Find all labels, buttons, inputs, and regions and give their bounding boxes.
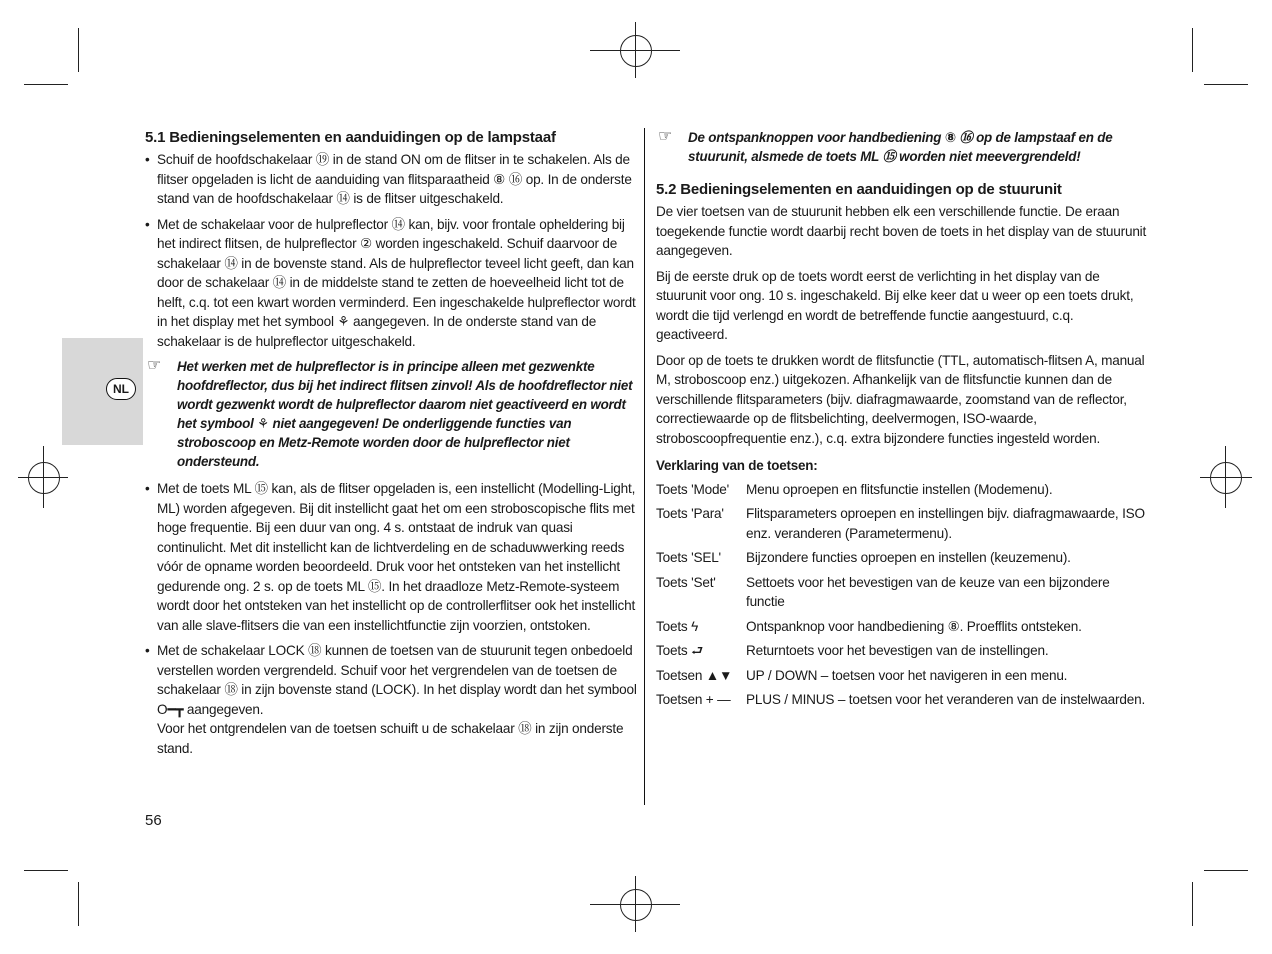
section-heading: 5.1 Bedieningselementen en aanduidingen op de lampstaaf [145, 129, 556, 146]
warning-note [656, 128, 1148, 166]
crop-mark [1204, 84, 1248, 85]
bullet-item [145, 150, 637, 209]
key-row [656, 641, 1148, 661]
bullet-text: Met de toets ML ⑮ kan, als de flitser opgeladen is, een instellicht (Modelling-Light, ML) worden afgegeven. Bij dit instellicht gaat het om een stroboscopische flits met hoge frequentie. Bij een duur van ong. 4 s. ontstaat de indruk van quasi continulicht. Met dit instellicht kan de lichtverdeling en de schaduwwerking reeds vóór de opname worden beoordeeld. Druk voor het ontsteken van het instellicht gedurende ong. 2 s. op de toets ML ⑮. In het draadloze Metz-Remote-systeem wordt door het ontsteken van het instellicht op de controllerflitser ook het instellicht van alle slave-flitsers die van een instellichtfunctie zijn voorzien, ontstoken. [157, 481, 636, 633]
registration-line [43, 446, 44, 508]
note-text: De ontspanknoppen voor handbediening ⑧ ⑯ op de lampstaaf en de stuurunit, alsmede de toets ML ⑮ worden niet meevergrendeld! [688, 130, 1113, 164]
key-row [656, 548, 1148, 568]
bullet-dot: • [145, 216, 150, 232]
registration-mark-icon [620, 35, 652, 67]
paragraph: De vier toetsen van de stuurunit hebben elk een verschillende functie. De eraan toegekende functie wordt daarbij recht boven de toets in het display van de stuurunit aangegeven. [656, 204, 1147, 258]
paragraph: Bij de eerste druk op de toets wordt eerst de verlichting in het display van de stuurunit voor ong. 10 s. ingeschakeld. Bij elke keer dat u weer op een toets drukt, wordt die tijd verlengd en wordt de betreffende functie aangestuurd, c.q. geactiveerd. [656, 268, 1134, 342]
key-row [656, 480, 1148, 500]
language-badge: NL [106, 378, 136, 400]
right-column [656, 128, 1148, 715]
crop-mark [24, 870, 68, 871]
column-divider [644, 128, 645, 805]
bullet-dot: • [145, 643, 150, 658]
key-label: Toetsen ▲▼ [656, 667, 733, 683]
key-description: PLUS / MINUS – toetsen voor het veranderen van de instelwaarden. [746, 692, 1146, 707]
key-description: Settoets voor het bevestigen van de keuze van een bijzondere functie [746, 574, 1110, 609]
key-row [656, 666, 1148, 686]
registration-line [635, 22, 636, 78]
section-heading: 5.2 Bedieningselementen en aanduidingen op de stuurunit [656, 181, 1062, 198]
note-text: Het werken met de hulpreflector is in principe alleen met gezwenkte hoofdreflector, dus bij het indirect flitsen zinvol! Als de hoofdreflector niet wordt gezwenkt wordt de hulpreflector daarom niet geactiveerd en wordt het symbool ⚘ niet aangegeven! De onderliggende functies van stroboscoop en Metz-Remote worden door de hulpreflector niet ondersteund. [177, 359, 633, 469]
crop-mark [78, 28, 79, 72]
bullet-text: Voor het ontgrendelen van de toetsen schuift u de schakelaar ⑱ in zijn onderste stand. [157, 721, 624, 756]
key-description: Bijzondere functies oproepen en instellen (keuzemenu). [746, 550, 1071, 565]
crop-mark [78, 882, 79, 926]
bullet-text: Met de schakelaar LOCK ⑱ kunnen de toetsen van de stuurunit tegen onbedoeld verstellen worden vergrendeld. Schuif voor het vergrendelen van de toetsen de schakelaar ⑱ in zijn bovenste stand (LOCK). In het display wordt dan het symbool O━┳ aangegeven. [157, 643, 637, 717]
bullet-text: Schuif de hoofdschakelaar ⑲ in de stand ON om de flitser in te schakelen. Als de flitser opgeladen is licht de aanduiding van flitsparaatheid ⑧ ⑯ op. In de onderste stand van de hoofdschakelaar ⑭ is de flitser uitgeschakeld. [157, 152, 632, 206]
bullet-dot: • [145, 481, 150, 496]
key-label: Toets 'Para' [656, 506, 724, 521]
bullet-item [145, 479, 637, 635]
crop-mark [1192, 882, 1193, 926]
key-description: Flitsparameters oproepen en instellingen bijv. diafragmawaarde, ISO enz. veranderen (Parametermenu). [746, 506, 1145, 541]
page-number: 56 [145, 812, 162, 829]
key-description: Ontspanknop voor handbediening ⑧. Proefflits ontsteken. [746, 618, 1082, 634]
warning-note [145, 357, 637, 471]
key-label: Toetsen + — [656, 692, 731, 707]
registration-mark-icon [1210, 462, 1242, 494]
keys-heading: Verklaring van de toetsen: [656, 458, 818, 473]
key-description: UP / DOWN – toetsen voor het navigeren in een menu. [746, 667, 1068, 683]
key-description: Returntoets voor het bevestigen van de instellingen. [746, 643, 1049, 658]
registration-line [1225, 446, 1226, 508]
registration-line [1200, 477, 1252, 478]
registration-mark-icon [620, 889, 652, 921]
key-label: Toets 'SEL' [656, 550, 721, 565]
bullet-item [145, 641, 637, 758]
left-column [145, 128, 637, 758]
key-description: Menu oproepen en flitsfunctie instellen (Modemenu). [746, 481, 1053, 497]
bullet-dot: • [145, 152, 150, 167]
key-label: Toets 'Set' [656, 574, 716, 590]
bullet-item [145, 215, 637, 352]
key-label: Toets ϟ [656, 618, 699, 634]
key-label: Toets ⮐ [656, 643, 704, 658]
bullet-text: Met de schakelaar voor de hulpreflector ⑭ kan, bijv. voor frontale opheldering bij het indirect flitsen, de hulpreflector ② worden ingeschakeld. Schuif daarvoor de schakelaar ⑭ in de bovenste stand. Als de hulpreflector teveel licht geeft, dan kan door de schakelaar ⑭ in de middelste stand te zetten de hoeveelheid licht tot de helft, c.q. tot een kwart worden verminderd. Een ingeschakelde hulpreflector wordt in het display met het symbool ⚘ aangegeven. In de onderste stand van de schakelaar is de hulpreflector uitgeschakeld. [157, 216, 636, 349]
pointing-hand-icon: ☞ [658, 128, 673, 145]
crop-mark [24, 84, 68, 85]
key-row [656, 617, 1148, 637]
crop-mark [1204, 870, 1248, 871]
paragraph: Door op de toets te drukken wordt de flitsfunctie (TTL, automatisch-flitsen A, manual M, stroboscoop enz.) uitgekozen. Afhankelijk van de flitsfunctie kunnen dan de verschillende flitsparameters (bijv. diafragmawaarde, zoomstand van de reflector, correctiewaarde op de flitsbelichting, deelvermogen, ISO-waarde, stroboscoopfrequentie enz.), c.q. extra bijzondere functies ingesteld worden. [656, 352, 1145, 446]
key-label: Toets 'Mode' [656, 481, 730, 497]
key-row [656, 573, 1148, 612]
crop-mark [1192, 28, 1193, 72]
pointing-hand-icon: ☞ [147, 357, 162, 374]
key-row [656, 504, 1148, 543]
key-row [656, 690, 1148, 710]
registration-mark-icon [28, 462, 60, 494]
registration-line [635, 876, 636, 932]
